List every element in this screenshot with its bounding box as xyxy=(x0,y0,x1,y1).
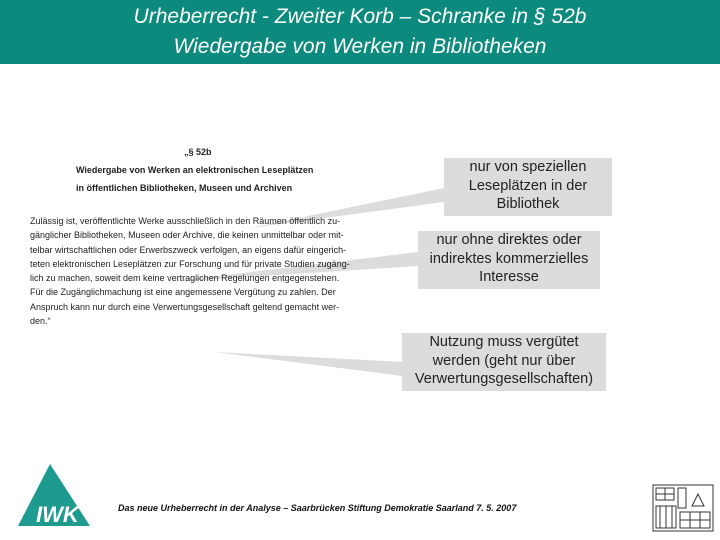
callout-remuneration xyxy=(402,333,606,391)
callout-line: Nutzung muss vergütet xyxy=(429,334,579,350)
statute-line: gänglicher Bibliotheken, Museen oder Archive, die keinen unmittelbar oder mit- xyxy=(30,230,344,241)
statute-line: lich zu machen, soweit dem keine vertraglichen Regelungen entgegenstehen. xyxy=(30,273,340,284)
statute-line: teten elektronischen Leseplätzen zur Forschung und für private Studien zugäng- xyxy=(30,258,350,269)
footer-text: Das neue Urheberrecht in der Analyse – Saarbrücken Stiftung Demokratie Saarland 7. 5. 2007 xyxy=(118,503,517,513)
statute-scan xyxy=(24,140,396,355)
statute-line: Für die Zugänglichmachung ist eine angemessene Vergütung zu zahlen. Der xyxy=(30,287,336,298)
slide-title-line2: Wiedergabe von Werken in Bibliotheken xyxy=(173,35,547,58)
statute-text xyxy=(30,214,392,328)
callout-line: nur ohne direktes oder xyxy=(436,232,582,248)
callout-line: Bibliothek xyxy=(496,196,560,212)
iwk-logo-icon xyxy=(16,462,92,528)
building-logo-icon xyxy=(652,484,714,532)
callout-non-commercial xyxy=(418,231,600,289)
callout-pointer-3 xyxy=(215,352,402,376)
slide-title-line1: Urheberrecht - Zweiter Korb – Schranke in § 52b xyxy=(133,5,587,28)
statute-line: telbar wirtschaftlichen oder Erwerbszweck verfolgen, an eigens dafür eingerich- xyxy=(30,244,347,255)
callout-reading-stations xyxy=(444,158,612,216)
callout-line: nur von speziellen xyxy=(469,159,587,175)
callout-line: indirektes kommerzielles xyxy=(429,250,589,267)
statute-line: Anspruch kann nur durch eine Verwertungsgesellschaft geltend gemacht wer- xyxy=(30,301,340,312)
callout-line: werden (geht nur über xyxy=(432,352,576,369)
callout-line: Leseplätzen in der xyxy=(468,177,588,194)
statute-heading-line2: in öffentlichen Bibliotheken, Museen und Archiven xyxy=(76,183,293,193)
statute-line: Zulässig ist, veröffentlichte Werke ausschließlich in den Räumen öffentlich zu- xyxy=(30,216,341,226)
statute-heading-line1: Wiedergabe von Werken an elektronischen Leseplätzen xyxy=(76,165,314,175)
statute-line: den.“ xyxy=(30,316,51,327)
callout-line: Interesse xyxy=(479,269,539,285)
svg-text:IWK: IWK xyxy=(36,502,79,527)
statute-number: „§ 52b xyxy=(184,147,212,157)
callout-line: Verwertungsgesellschaften) xyxy=(414,371,594,387)
